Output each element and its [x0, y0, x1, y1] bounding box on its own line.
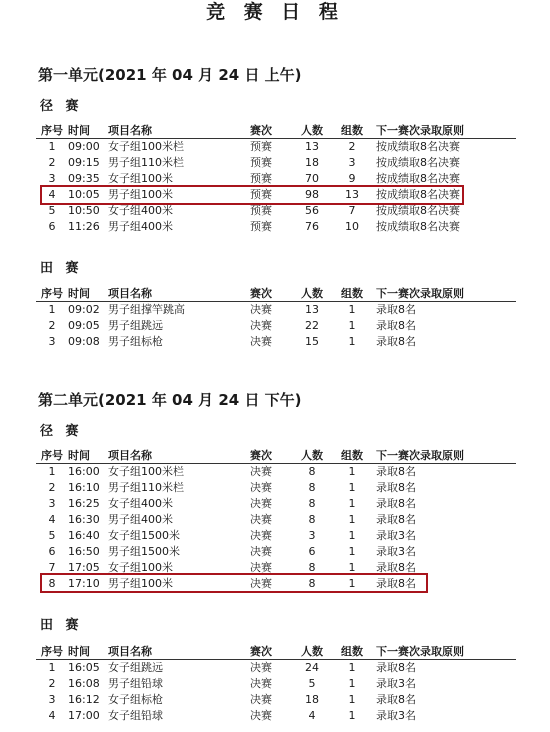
cell-count: 13 [305, 303, 319, 317]
cell-time: 16:25 [68, 497, 100, 511]
cell-advance-rule: 录取8名 [376, 319, 416, 333]
cell-advance-rule: 按成绩取8名决赛 [376, 204, 460, 217]
cell-time: 11:26 [68, 219, 100, 233]
cell-round: 决赛 [250, 529, 272, 542]
cell-advance-rule: 录取3名 [376, 529, 416, 542]
column-header-seq: 序号 [36, 285, 68, 302]
cell-seq: 6 [48, 219, 56, 233]
column-header-groups: 组数 [332, 447, 372, 464]
column-header-event-name: 项目名称 [108, 447, 250, 464]
cell-event-name: 女子组100米栏 [108, 465, 184, 479]
cell-event-name: 男子组110米栏 [108, 156, 184, 170]
column-header-event-name: 项目名称 [108, 122, 250, 139]
cell-advance-rule: 录取3名 [376, 709, 416, 723]
track-label-2: 径 赛 [40, 424, 83, 439]
cell-event-name: 女子组400米 [108, 497, 173, 511]
table-row [36, 692, 516, 708]
cell-seq: 6 [48, 544, 56, 558]
table-row [36, 187, 516, 203]
cell-count: 24 [305, 661, 319, 675]
table-row [36, 543, 516, 559]
cell-round: 决赛 [250, 560, 272, 574]
column-header-event-name: 项目名称 [108, 643, 250, 660]
column-header-advance-rule: 下一赛次录取原则 [372, 643, 516, 660]
cell-advance-rule: 按成绩取8名决赛 [376, 172, 460, 186]
cell-groups: 7 [348, 204, 356, 217]
field-label-2: 田 赛 [40, 618, 83, 633]
cell-event-name: 男子组110米栏 [108, 481, 184, 495]
table-row [36, 528, 516, 544]
table-row [36, 171, 516, 187]
table-row [36, 575, 516, 591]
cell-seq: 5 [48, 204, 56, 217]
cell-count: 15 [305, 335, 319, 349]
column-header-time: 时间 [68, 447, 108, 464]
cell-seq: 2 [48, 319, 56, 333]
cell-time: 16:10 [68, 481, 100, 495]
table-row [36, 139, 516, 155]
cell-time: 09:15 [68, 156, 100, 170]
cell-advance-rule: 录取8名 [376, 335, 416, 349]
table-row [36, 660, 516, 676]
cell-count: 8 [308, 560, 316, 574]
table-header-row [36, 643, 516, 660]
cell-time: 16:50 [68, 544, 100, 558]
table-row [36, 708, 516, 724]
track-table-1 [36, 122, 516, 234]
page-title: 竞 赛 日 程 [206, 1, 344, 23]
column-header-time: 时间 [68, 122, 108, 139]
cell-time: 10:05 [68, 188, 100, 202]
column-header-time: 时间 [68, 285, 108, 302]
cell-count: 18 [305, 156, 319, 170]
column-header-groups: 组数 [332, 122, 372, 139]
cell-seq: 1 [48, 303, 56, 317]
cell-round: 决赛 [250, 481, 272, 495]
cell-advance-rule: 按成绩取8名决赛 [376, 140, 460, 154]
column-header-round: 赛次 [250, 122, 292, 139]
cell-round: 决赛 [250, 661, 272, 675]
cell-advance-rule: 按成绩取8名决赛 [376, 156, 460, 170]
cell-advance-rule: 录取8名 [376, 481, 416, 495]
cell-seq: 3 [48, 693, 56, 707]
cell-seq: 1 [48, 661, 56, 675]
cell-event-name: 女子组标枪 [108, 693, 163, 707]
cell-round: 预赛 [250, 172, 272, 186]
table-row [36, 334, 516, 350]
table-header-row [36, 285, 516, 302]
cell-groups: 9 [348, 172, 356, 186]
cell-event-name: 女子组1500米 [108, 529, 180, 542]
cell-time: 09:05 [68, 319, 100, 333]
cell-seq: 1 [48, 465, 56, 479]
cell-advance-rule: 按成绩取8名决赛 [376, 188, 460, 202]
cell-time: 09:00 [68, 140, 100, 154]
cell-round: 决赛 [250, 709, 272, 723]
table-row [36, 559, 516, 575]
cell-groups: 3 [348, 156, 356, 170]
cell-time: 16:00 [68, 465, 100, 479]
cell-groups: 1 [348, 465, 356, 479]
cell-seq: 2 [48, 677, 56, 691]
cell-event-name: 女子组100米栏 [108, 140, 184, 154]
cell-round: 决赛 [250, 677, 272, 691]
cell-groups: 13 [345, 188, 359, 202]
cell-count: 56 [305, 204, 319, 217]
cell-time: 16:30 [68, 513, 100, 527]
cell-groups: 1 [348, 513, 356, 527]
table-row [36, 480, 516, 496]
session-heading-2: 第二单元(2021 年 04 月 24 日 下午) [38, 391, 302, 409]
cell-groups: 2 [348, 140, 356, 154]
table-header-row [36, 447, 516, 464]
cell-seq: 5 [48, 529, 56, 542]
cell-event-name: 女子组跳远 [108, 661, 163, 675]
cell-advance-rule: 按成绩取8名决赛 [376, 219, 460, 233]
cell-count: 18 [305, 693, 319, 707]
cell-seq: 7 [48, 560, 56, 574]
cell-round: 决赛 [250, 465, 272, 479]
cell-event-name: 男子组铅球 [108, 677, 163, 691]
cell-count: 8 [308, 481, 316, 495]
column-header-seq: 序号 [36, 447, 68, 464]
column-header-advance-rule: 下一赛次录取原则 [372, 285, 516, 302]
table-row [36, 676, 516, 692]
cell-seq: 4 [48, 709, 56, 723]
cell-event-name: 男子组100米 [108, 188, 173, 202]
cell-time: 16:08 [68, 677, 100, 691]
cell-time: 16:05 [68, 661, 100, 675]
cell-seq: 3 [48, 172, 56, 186]
cell-count: 6 [308, 544, 316, 558]
cell-count: 8 [308, 497, 316, 511]
cell-round: 决赛 [250, 544, 272, 558]
cell-round: 预赛 [250, 188, 272, 202]
cell-time: 16:12 [68, 693, 100, 707]
table-row [36, 496, 516, 512]
cell-groups: 1 [348, 529, 356, 542]
cell-round: 决赛 [250, 335, 272, 349]
cell-event-name: 女子组100米 [108, 172, 173, 186]
table-row [36, 318, 516, 334]
cell-count: 76 [305, 219, 319, 233]
cell-count: 8 [308, 513, 316, 527]
track-table-2 [36, 447, 516, 591]
cell-round: 决赛 [250, 576, 272, 590]
cell-seq: 3 [48, 497, 56, 511]
column-header-round: 赛次 [250, 643, 292, 660]
column-header-round: 赛次 [250, 447, 292, 464]
table-row [36, 512, 516, 528]
cell-event-name: 男子组1500米 [108, 544, 180, 558]
cell-groups: 1 [348, 319, 356, 333]
cell-advance-rule: 录取3名 [376, 677, 416, 691]
cell-seq: 4 [48, 513, 56, 527]
cell-round: 预赛 [250, 140, 272, 154]
cell-seq: 3 [48, 335, 56, 349]
cell-round: 决赛 [250, 319, 272, 333]
cell-groups: 1 [348, 497, 356, 511]
cell-advance-rule: 录取3名 [376, 544, 416, 558]
cell-time: 17:10 [68, 576, 100, 590]
table-header-row [36, 122, 516, 139]
cell-time: 10:50 [68, 204, 100, 217]
column-header-count: 人数 [292, 447, 332, 464]
cell-event-name: 女子组铅球 [108, 709, 163, 723]
column-header-count: 人数 [292, 643, 332, 660]
cell-seq: 2 [48, 481, 56, 495]
field-label-1: 田 赛 [40, 261, 83, 276]
cell-groups: 1 [348, 693, 356, 707]
session-heading-1: 第一单元(2021 年 04 月 24 日 上午) [38, 66, 302, 84]
cell-count: 8 [308, 576, 316, 590]
column-header-seq: 序号 [36, 643, 68, 660]
column-header-count: 人数 [292, 122, 332, 139]
cell-event-name: 男子组撑竿跳高 [108, 303, 185, 317]
table-row [36, 302, 516, 318]
cell-advance-rule: 录取8名 [376, 661, 416, 675]
table-row [36, 155, 516, 171]
cell-groups: 10 [345, 219, 359, 233]
column-header-advance-rule: 下一赛次录取原则 [372, 447, 516, 464]
column-header-time: 时间 [68, 643, 108, 660]
cell-event-name: 男子组100米 [108, 576, 173, 590]
cell-groups: 1 [348, 481, 356, 495]
cell-seq: 1 [48, 140, 56, 154]
cell-count: 13 [305, 140, 319, 154]
cell-advance-rule: 录取8名 [376, 576, 416, 590]
column-header-event-name: 项目名称 [108, 285, 250, 302]
cell-count: 70 [305, 172, 319, 186]
cell-event-name: 男子组400米 [108, 219, 173, 233]
track-label-1: 径 赛 [40, 99, 83, 114]
cell-groups: 1 [348, 677, 356, 691]
cell-event-name: 男子组标枪 [108, 335, 163, 349]
cell-groups: 1 [348, 576, 356, 590]
cell-count: 5 [308, 677, 316, 691]
cell-round: 预赛 [250, 156, 272, 170]
cell-round: 预赛 [250, 219, 272, 233]
cell-advance-rule: 录取8名 [376, 303, 416, 317]
cell-advance-rule: 录取8名 [376, 560, 416, 574]
cell-count: 8 [308, 465, 316, 479]
cell-round: 预赛 [250, 204, 272, 217]
cell-round: 决赛 [250, 693, 272, 707]
cell-event-name: 男子组400米 [108, 513, 173, 527]
cell-groups: 1 [348, 303, 356, 317]
cell-count: 98 [305, 188, 319, 202]
cell-seq: 8 [48, 576, 56, 590]
cell-time: 17:00 [68, 709, 100, 723]
cell-groups: 1 [348, 661, 356, 675]
field-table-2 [36, 643, 516, 724]
cell-time: 09:35 [68, 172, 100, 186]
table-row [36, 464, 516, 480]
cell-advance-rule: 录取8名 [376, 513, 416, 527]
cell-time: 09:08 [68, 335, 100, 349]
cell-round: 决赛 [250, 303, 272, 317]
field-table-1 [36, 285, 516, 350]
column-header-count: 人数 [292, 285, 332, 302]
cell-round: 决赛 [250, 497, 272, 511]
cell-event-name: 男子组跳远 [108, 319, 163, 333]
cell-count: 3 [308, 529, 316, 542]
cell-event-name: 女子组100米 [108, 560, 173, 574]
column-header-seq: 序号 [36, 122, 68, 139]
cell-count: 22 [305, 319, 319, 333]
column-header-round: 赛次 [250, 285, 292, 302]
column-header-groups: 组数 [332, 285, 372, 302]
cell-groups: 1 [348, 709, 356, 723]
cell-round: 决赛 [250, 513, 272, 527]
cell-seq: 2 [48, 156, 56, 170]
cell-time: 09:02 [68, 303, 100, 317]
cell-advance-rule: 录取8名 [376, 497, 416, 511]
column-header-advance-rule: 下一赛次录取原则 [372, 122, 516, 139]
cell-groups: 1 [348, 335, 356, 349]
cell-groups: 1 [348, 544, 356, 558]
cell-event-name: 女子组400米 [108, 204, 173, 217]
column-header-groups: 组数 [332, 643, 372, 660]
cell-advance-rule: 录取8名 [376, 693, 416, 707]
table-row [36, 218, 516, 234]
cell-count: 4 [308, 709, 316, 723]
table-row [36, 203, 516, 219]
cell-advance-rule: 录取8名 [376, 465, 416, 479]
cell-groups: 1 [348, 560, 356, 574]
cell-time: 16:40 [68, 529, 100, 542]
cell-seq: 4 [48, 188, 56, 202]
cell-time: 17:05 [68, 560, 100, 574]
